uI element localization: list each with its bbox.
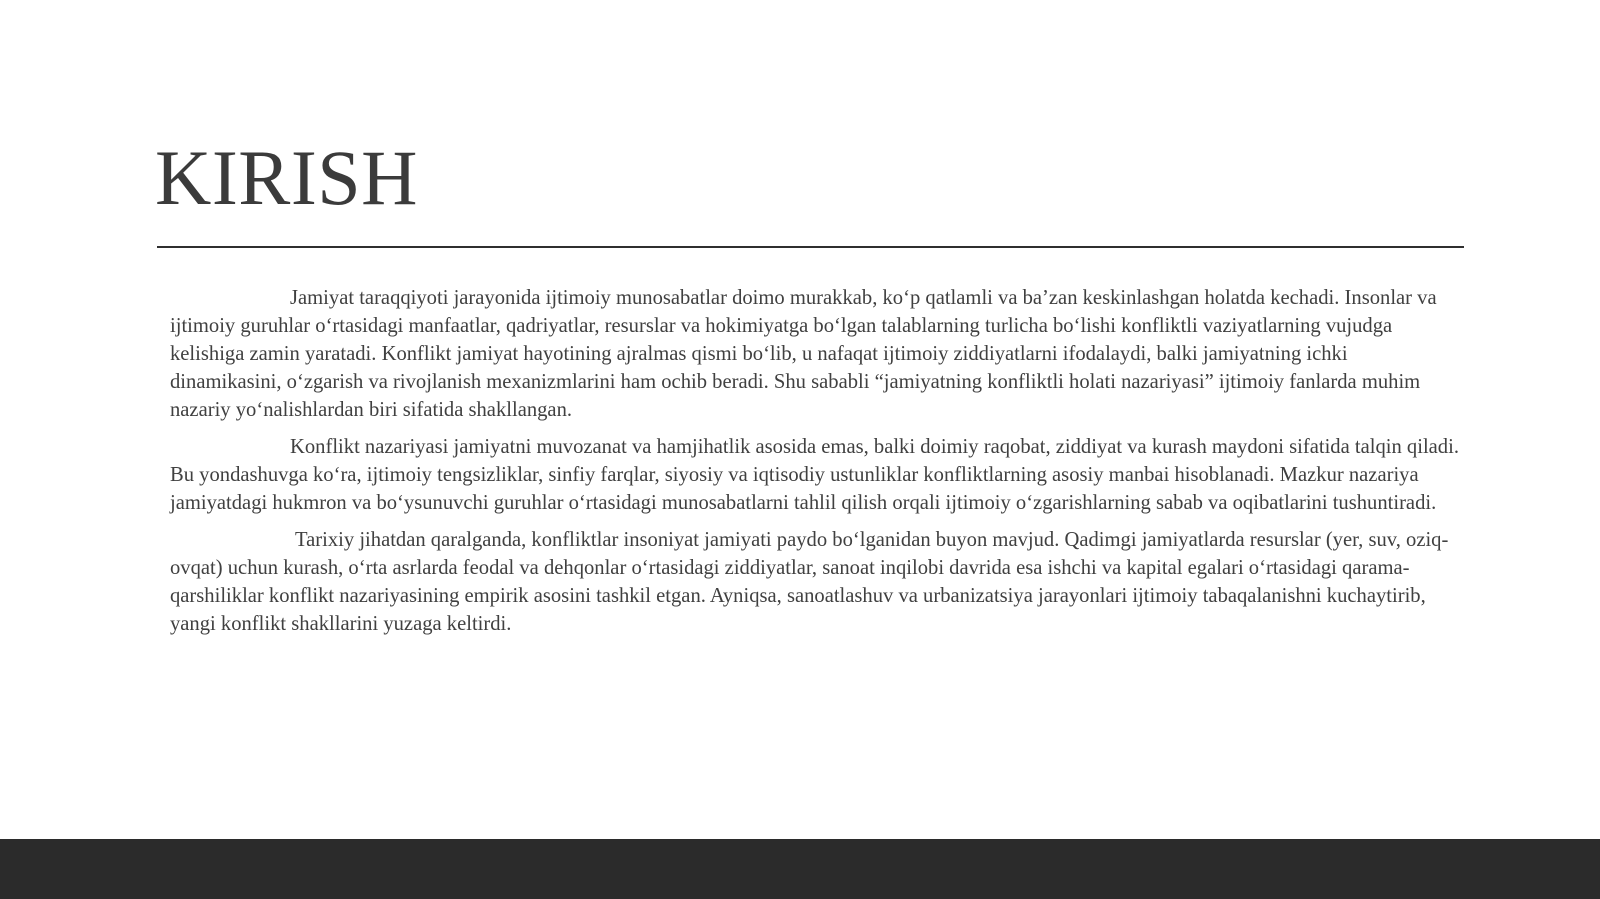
title-divider xyxy=(157,246,1464,248)
footer-bar xyxy=(0,839,1600,899)
body-paragraph-2: Konflikt nazariyasi jamiyatni muvozanat va hamjihatlik asosida emas, balki doimiy raqobat, ziddiyat va kurash maydoni sifatida talqin qiladi. Bu yondashuvga ko‘ra, ijtimoiy tengsizliklar, sinfiy farqlar, siyosiy va iqtisodiy ustunliklar konfliktlarning asosiy manbai hisoblanadi. Mazkur nazariya jamiyatdagi hukmron va bo‘ysunuvchi guruhlar o‘rtasidagi munosabatlarni tahlil qilish orqali ijtimoiy o‘zgarishlarning sabab va oqibatlarini tushuntiradi. xyxy=(170,436,1459,514)
slide-title: KIRISH xyxy=(155,134,419,221)
body-paragraph-1: Jamiyat taraqqiyoti jarayonida ijtimoiy munosabatlar doimo murakkab, ko‘p qatlamli va ba’zan keskinlashgan holatda kechadi. Insonlar va ijtimoiy guruhlar o‘rtasidagi manfaatlar, qadriyatlar, resurslar va hokimiyatga bo‘lgan talablarning turlicha bo‘lishi konfliktli vaziyatlarning vujudga kelishiga zamin yaratadi. Konflikt jamiyat hayotining ajralmas qismi bo‘lib, u nafaqat ijtimoiy ziddiyatlarni ifodalaydi, balki jamiyatning ichki dinamikasini, o‘zgarish va rivojlanish mexanizmlarini ham ochib beradi. Shu sababli “jamiyatning konfliktli holati nazariyasi” ijtimoiy fanlarda muhim nazariy yo‘nalishlardan biri sifatida shakllangan. xyxy=(170,287,1437,421)
body-paragraph-3: Tarixiy jihatdan qaralganda, konfliktlar insoniyat jamiyati paydo bo‘lganidan buyon mavjud. Qadimgi jamiyatlarda resurslar (yer, suv, oziq-ovqat) uchun kurash, o‘rta asrlarda feodal va dehqonlar o‘rtasidagi ziddiyatlar, sanoat inqilobi davrida esa ishchi va kapital egalari o‘rtasidagi qarama-qarshiliklar konflikt nazariyasining empirik asosini tashkil etgan. Ayniqsa, sanoatlashuv va urbanizatsiya jarayonlari ijtimoiy tabaqalanishni kuchaytirib, yangi konflikt shakllarini yuzaga keltirdi. xyxy=(170,529,1449,635)
slide-body xyxy=(170,284,1460,647)
